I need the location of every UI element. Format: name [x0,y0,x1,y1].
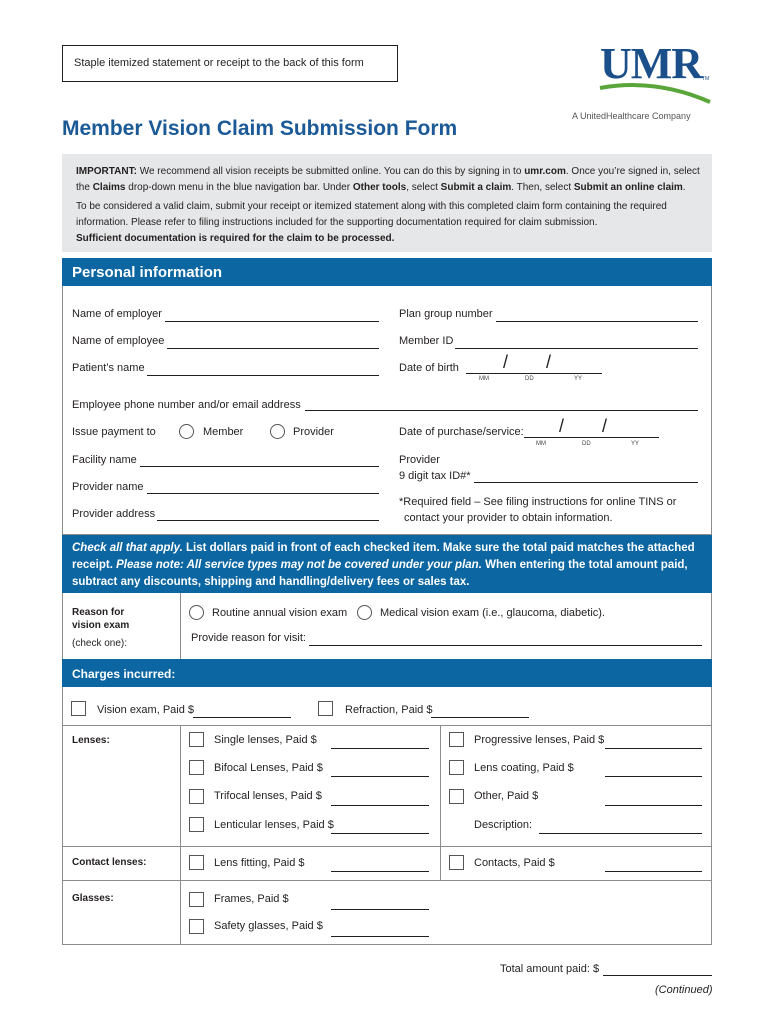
single-lenses-checkbox[interactable] [189,732,204,747]
safety-glasses-label: Safety glasses, Paid $ [214,920,323,932]
refraction-checkbox[interactable] [318,701,333,716]
reason-label-3: (check one): [72,638,128,649]
purchase-date-field[interactable] [524,437,659,438]
employee-field[interactable] [167,348,379,349]
facility-label: Facility name [72,454,137,466]
issue-provider-radio[interactable] [270,424,285,439]
issue-member-label: Member [203,426,244,438]
contact-lenses-label: Contact lenses: [72,857,147,868]
personal-info-title: Personal information [72,264,223,281]
patient-field[interactable] [147,375,379,376]
lens-coating-amount[interactable] [605,776,702,777]
plan-group-label: Plan group number [399,308,493,320]
row-divider [62,846,712,847]
frames-checkbox[interactable] [189,892,204,907]
page-title: Member Vision Claim Submission Form [62,117,458,140]
issue-payment-label: Issue payment to [72,426,156,438]
lens-coating-label: Lens coating, Paid $ [474,762,574,774]
provider-name-field[interactable] [147,493,379,494]
bifocal-lenses-label: Bifocal Lenses, Paid $ [214,762,323,774]
frames-amount[interactable] [331,909,429,910]
lens-fitting-amount[interactable] [331,871,429,872]
reason-label-2: vision exam [72,620,130,631]
umr-link[interactable]: umr.com [524,166,566,177]
single-lenses-label: Single lenses, Paid $ [214,734,317,746]
member-id-field[interactable] [455,348,698,349]
trifocal-lenses-label: Trifocal lenses, Paid $ [214,790,322,802]
other-label: Other, Paid $ [474,790,539,802]
purchase-yy: YY [631,441,640,447]
logo-tagline: A UnitedHealthcare Company [572,111,691,121]
contacts-amount[interactable] [605,871,702,872]
purchase-dd: DD [582,441,591,447]
plan-group-field[interactable] [496,321,698,322]
frames-label: Frames, Paid $ [214,893,289,905]
provider-name-label: Provider name [72,481,144,493]
bifocal-lenses-checkbox[interactable] [189,760,204,775]
provider-address-label: Provider address [72,508,156,520]
logo-tm: TM [702,76,710,82]
member-id-label: Member ID [399,335,454,347]
lenticular-lenses-checkbox[interactable] [189,817,204,832]
continued-note: (Continued) [655,984,713,996]
lenticular-lenses-amount[interactable] [331,833,429,834]
bifocal-lenses-amount[interactable] [331,776,429,777]
provider-address-field[interactable] [157,520,379,521]
visit-reason-field[interactable] [309,645,702,646]
tax-id-field[interactable] [474,482,698,483]
lens-coating-checkbox[interactable] [449,760,464,775]
other-checkbox[interactable] [449,789,464,804]
progressive-lenses-amount[interactable] [605,748,702,749]
progressive-lenses-checkbox[interactable] [449,732,464,747]
reason-box [62,593,712,659]
instructions-text: Check all that apply. List dollars paid in front of each checked item. Make sure the total paid matches the attached receipt. Please note: All service types may not be covered under your plan. When entering the total amount paid, subtract any discounts, shipping and handling/delivery fees or sales tax. [72,542,695,588]
col-divider [180,725,181,945]
description-field[interactable] [539,833,702,834]
umr-logo [596,38,716,113]
employer-field[interactable] [165,321,379,322]
dob-yy: YY [574,376,583,382]
row-divider [62,880,712,881]
other-amount[interactable] [605,805,702,806]
lens-fitting-checkbox[interactable] [189,855,204,870]
purchase-mm: MM [536,441,546,447]
description-label: Description: [474,819,533,831]
dob-dd: DD [525,376,534,382]
purchase-slash: / [602,416,608,436]
row-divider [62,725,712,726]
dob-slash: / [503,352,509,372]
employee-label: Name of employee [72,335,165,347]
charges-title: Charges incurred: [72,667,176,681]
purchase-date-label: Date of purchase/service: [399,426,524,438]
issue-provider-label: Provider [293,426,334,438]
issue-member-radio[interactable] [179,424,194,439]
logo-swoosh-icon [596,82,716,112]
dob-field[interactable] [466,373,602,374]
vision-exam-amount[interactable] [193,717,291,718]
col-divider [440,725,441,880]
contacts-checkbox[interactable] [449,855,464,870]
visit-reason-label: Provide reason for visit: [191,632,306,644]
contacts-label: Contacts, Paid $ [474,857,555,869]
required-note-2: contact your provider to obtain information. [404,512,613,524]
staple-note: Staple itemized statement or receipt to the back of this form [74,57,364,69]
lenticular-lenses-label: Lenticular lenses, Paid $ [214,819,334,831]
phone-field[interactable] [305,410,698,411]
lenses-label: Lenses: [72,735,110,746]
required-note-1: *Required field – See filing instructions for online TINS or [399,496,677,508]
logo-text: UMR [600,39,703,88]
glasses-label: Glasses: [72,893,114,904]
patient-label: Patient’s name [72,362,145,374]
phone-label: Employee phone number and/or email address [72,399,301,411]
total-amount[interactable] [603,975,712,976]
dob-slash: / [546,352,552,372]
facility-field[interactable] [140,466,379,467]
reason-divider [180,593,181,659]
medical-exam-radio[interactable] [357,605,372,620]
routine-exam-label: Routine annual vision exam [212,607,348,619]
important-paragraph: IMPORTANT: We recommend all vision receipts be submitted online. You can do this by signing in to umr.com. Once you’re signed in, select the Claims drop-down menu in the blue navigation bar. Under Other tools, select Submit a claim. Then, select Submit an online claim. [76,166,700,193]
dob-label: Date of birth [399,362,459,374]
reason-label-1: Reason for [72,607,125,618]
tax-id-label-1: Provider [399,454,440,466]
trifocal-lenses-checkbox[interactable] [189,789,204,804]
progressive-lenses-label: Progressive lenses, Paid $ [474,734,605,746]
dob-mm: MM [479,376,489,382]
refraction-label: Refraction, Paid $ [345,704,433,716]
purchase-slash: / [559,416,565,436]
vision-exam-checkbox[interactable] [71,701,86,716]
total-label: Total amount paid: $ [500,963,600,975]
employer-label: Name of employer [72,308,162,320]
tax-id-label-2: 9 digit tax ID#* [399,470,471,482]
vision-exam-label: Vision exam, Paid $ [97,704,195,716]
medical-exam-label: Medical vision exam (i.e., glaucoma, diabetic). [380,607,605,619]
trifocal-lenses-amount[interactable] [331,805,429,806]
single-lenses-amount[interactable] [331,748,429,749]
safety-glasses-amount[interactable] [331,936,429,937]
refraction-amount[interactable] [431,717,529,718]
requirements-paragraph: To be considered a valid claim, submit your receipt or itemized statement along with this completed claim form containing the required information. Please refer to filing instructions included for the supporting documentation required for claim submission. Sufficient documentation is required for the claim to be processed. [76,201,667,244]
routine-exam-radio[interactable] [189,605,204,620]
lens-fitting-label: Lens fitting, Paid $ [214,857,305,869]
safety-glasses-checkbox[interactable] [189,919,204,934]
